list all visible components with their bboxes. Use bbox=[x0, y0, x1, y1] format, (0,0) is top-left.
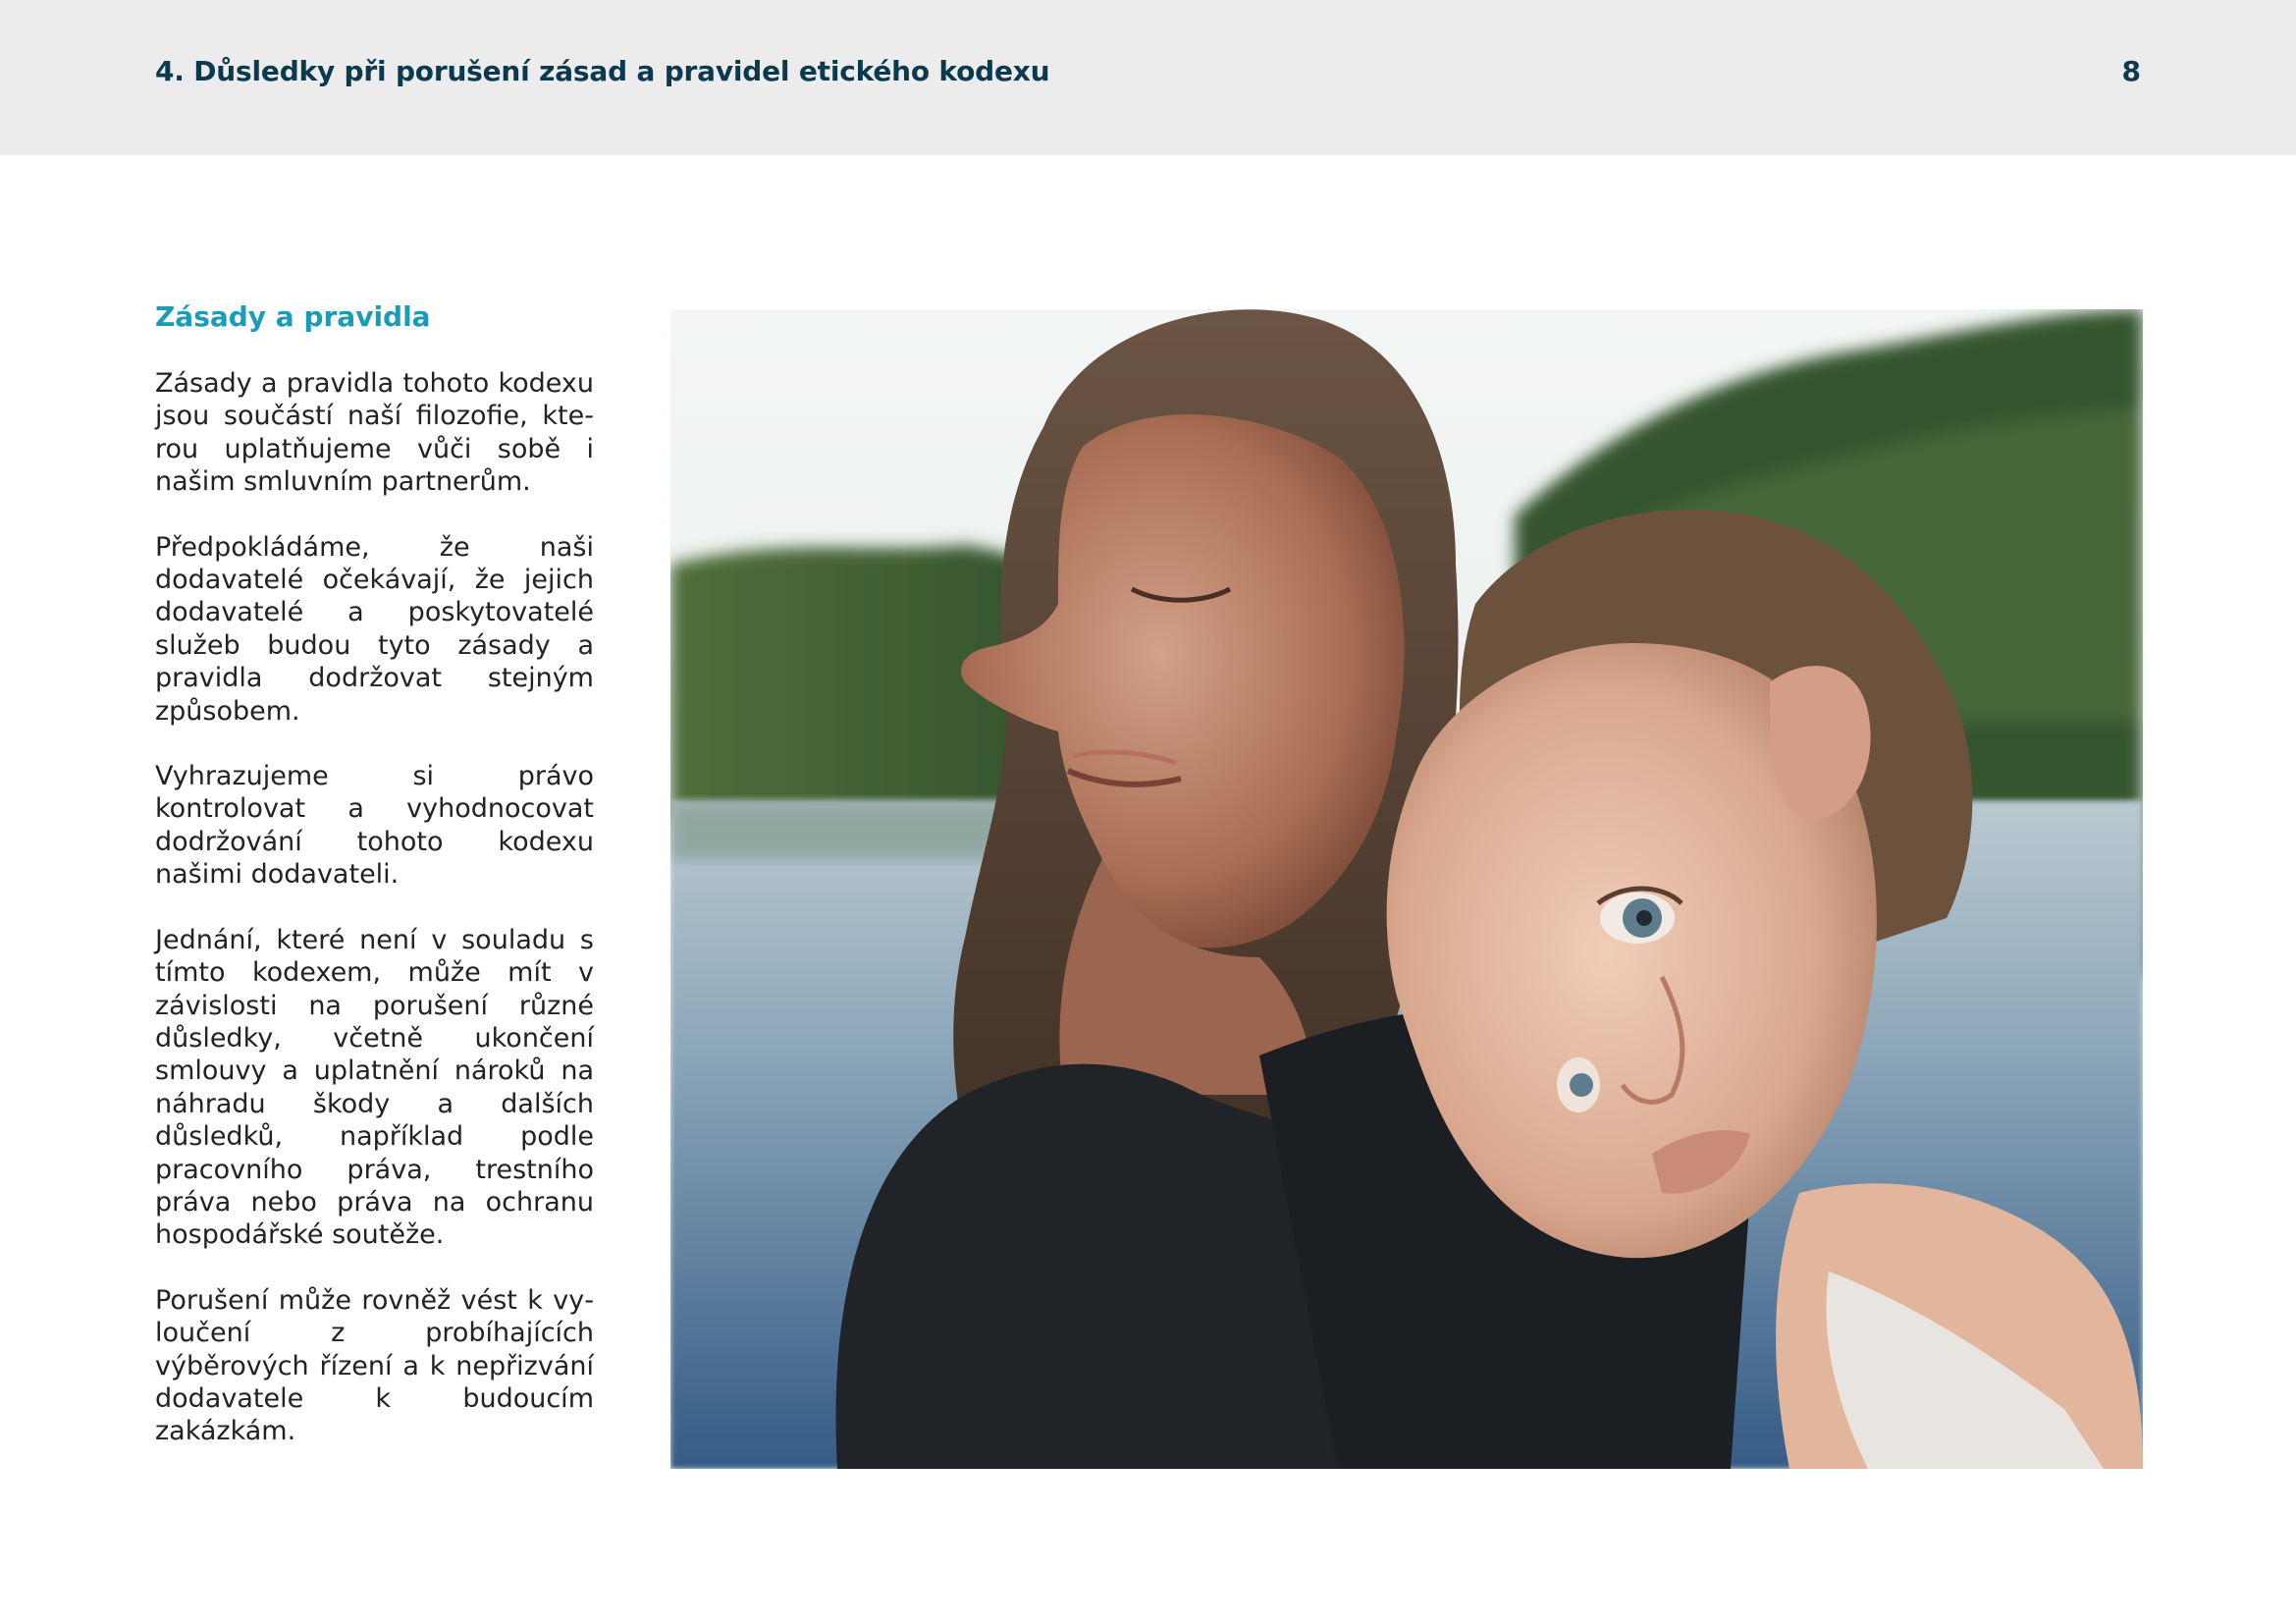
body-paragraph: Jednání, které není v souladu s tímto kodexem, může mít v závislosti na porušení různé důsledky, včetně ukončení smlouvy a uplatnění nároků na náhradu škody a dalších důsledků, například podle pracovního práva, trestního práva nebo práva na ochranu hospodářské soutěže. bbox=[155, 924, 594, 1251]
body-text-column bbox=[155, 367, 594, 1481]
section-heading: Zásady a pravidla bbox=[155, 300, 431, 333]
woman-and-girl-by-lake-photo bbox=[670, 309, 2143, 1469]
header-title: 4. Důsledky při porušení zásad a pravidel etického kodexu bbox=[155, 55, 1050, 87]
body-paragraph: Zásady a pravidla tohoto kodexu jsou součástí naší filozofie, kterou uplatňujeme vůči sobě i našim smluvním partnerům. bbox=[155, 368, 594, 498]
body-paragraph: Předpokládáme, že naši dodavatelé očekávají, že jejich dodavatelé a poskytovatelé služeb budou tyto zásady a pravidla dodržovat stejným způsobem. bbox=[155, 531, 594, 727]
page-number: 8 bbox=[2121, 55, 2141, 87]
body-paragraph: Porušení může rovněž vést k vyloučení z probíhajících výběrových řízení a k nepřizvání dodavatele k budoucím zakázkám. bbox=[155, 1284, 594, 1447]
body-paragraph: Vyhrazujeme si právo kontrolovat a vyhodnocovat dodržování tohoto kodexu našimi dodavateli. bbox=[155, 761, 594, 891]
